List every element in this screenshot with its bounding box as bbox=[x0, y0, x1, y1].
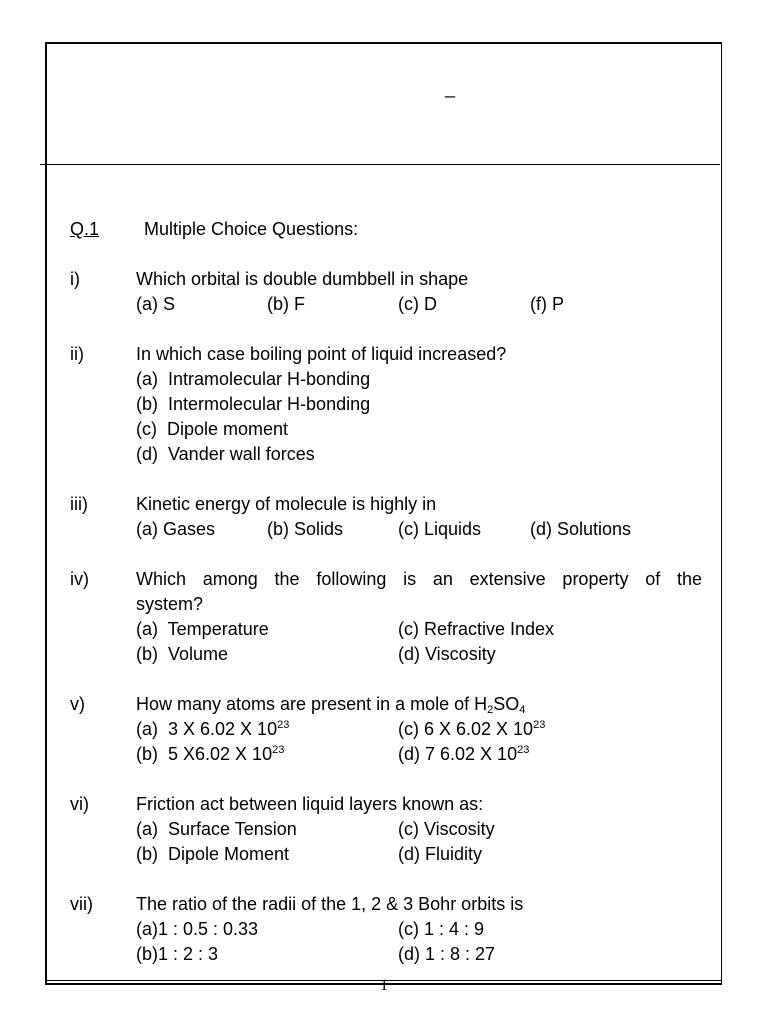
option: (c) Dipole moment bbox=[136, 419, 289, 439]
question-text: The ratio of the radii of the 1, 2 & 3 Bohr orbits is bbox=[136, 894, 524, 914]
option: (d) Viscosity bbox=[398, 644, 496, 664]
question-text: How many atoms are present in a mole of $H_2SO_4$ bbox=[136, 694, 526, 716]
option: (b) Intermolecular H-bonding bbox=[136, 394, 371, 414]
question-number: vi) bbox=[70, 794, 89, 814]
question-text: Which among the following is an extensive property of the bbox=[136, 569, 702, 589]
question-text: Friction act between liquid layers known as: bbox=[136, 794, 484, 814]
option: (b) Dipole Moment bbox=[136, 844, 290, 864]
option: (a)1 : 0.5 : 0.33 bbox=[136, 919, 259, 939]
option: (c) Viscosity bbox=[398, 819, 495, 839]
header-divider bbox=[40, 164, 720, 165]
option: (b)1 : 2 : 3 bbox=[136, 944, 219, 964]
question-label: Q.1 bbox=[70, 219, 100, 239]
option: (d) 1 : 8 : 27 bbox=[398, 944, 496, 964]
question-number: i) bbox=[70, 269, 80, 289]
question-number: iii) bbox=[70, 494, 88, 514]
section-title: Multiple Choice Questions: bbox=[144, 219, 359, 239]
option: (a) Surface Tension bbox=[136, 819, 297, 839]
option: (a) Temperature bbox=[136, 619, 269, 639]
question-text: Kinetic energy of molecule is highly in bbox=[136, 494, 437, 514]
option: (a) S bbox=[136, 294, 176, 314]
question-number: ii) bbox=[70, 344, 84, 364]
option: (b) F bbox=[267, 294, 305, 314]
question-text-continued: system? bbox=[136, 594, 204, 614]
page-number: 1 bbox=[380, 977, 388, 994]
option: (c) Liquids bbox=[398, 519, 482, 539]
option: (b) Solids bbox=[267, 519, 344, 539]
question-number: vii) bbox=[70, 894, 93, 914]
option: (d) 7 6.02 X $10^{23}$ bbox=[398, 744, 530, 764]
option: (c) Refractive Index bbox=[398, 619, 555, 639]
option: (d) Fluidity bbox=[398, 844, 483, 864]
question-text: Which orbital is double dumbbell in shape bbox=[136, 269, 469, 289]
option: (f) P bbox=[530, 294, 564, 314]
option: (b) 5 X6.02 X $10^{23}$ bbox=[136, 744, 285, 764]
option: (b) Volume bbox=[136, 644, 229, 664]
option: (c) 6 X 6.02 X $10^{23}$ bbox=[398, 719, 546, 739]
option: (a) Intramolecular H-bonding bbox=[136, 369, 371, 389]
header-mark: _ bbox=[445, 78, 456, 98]
option: (d) Vander wall forces bbox=[136, 444, 315, 464]
option: (c) 1 : 4 : 9 bbox=[398, 919, 485, 939]
option: (a) 3 X 6.02 X $10^{23}$ bbox=[136, 719, 290, 739]
question-number: iv) bbox=[70, 569, 89, 589]
option: (c) D bbox=[398, 294, 437, 314]
option: (d) Solutions bbox=[530, 519, 632, 539]
question-text: In which case boiling point of liquid increased? bbox=[136, 344, 507, 364]
question-number: v) bbox=[70, 694, 85, 714]
option: (a) Gases bbox=[136, 519, 216, 539]
